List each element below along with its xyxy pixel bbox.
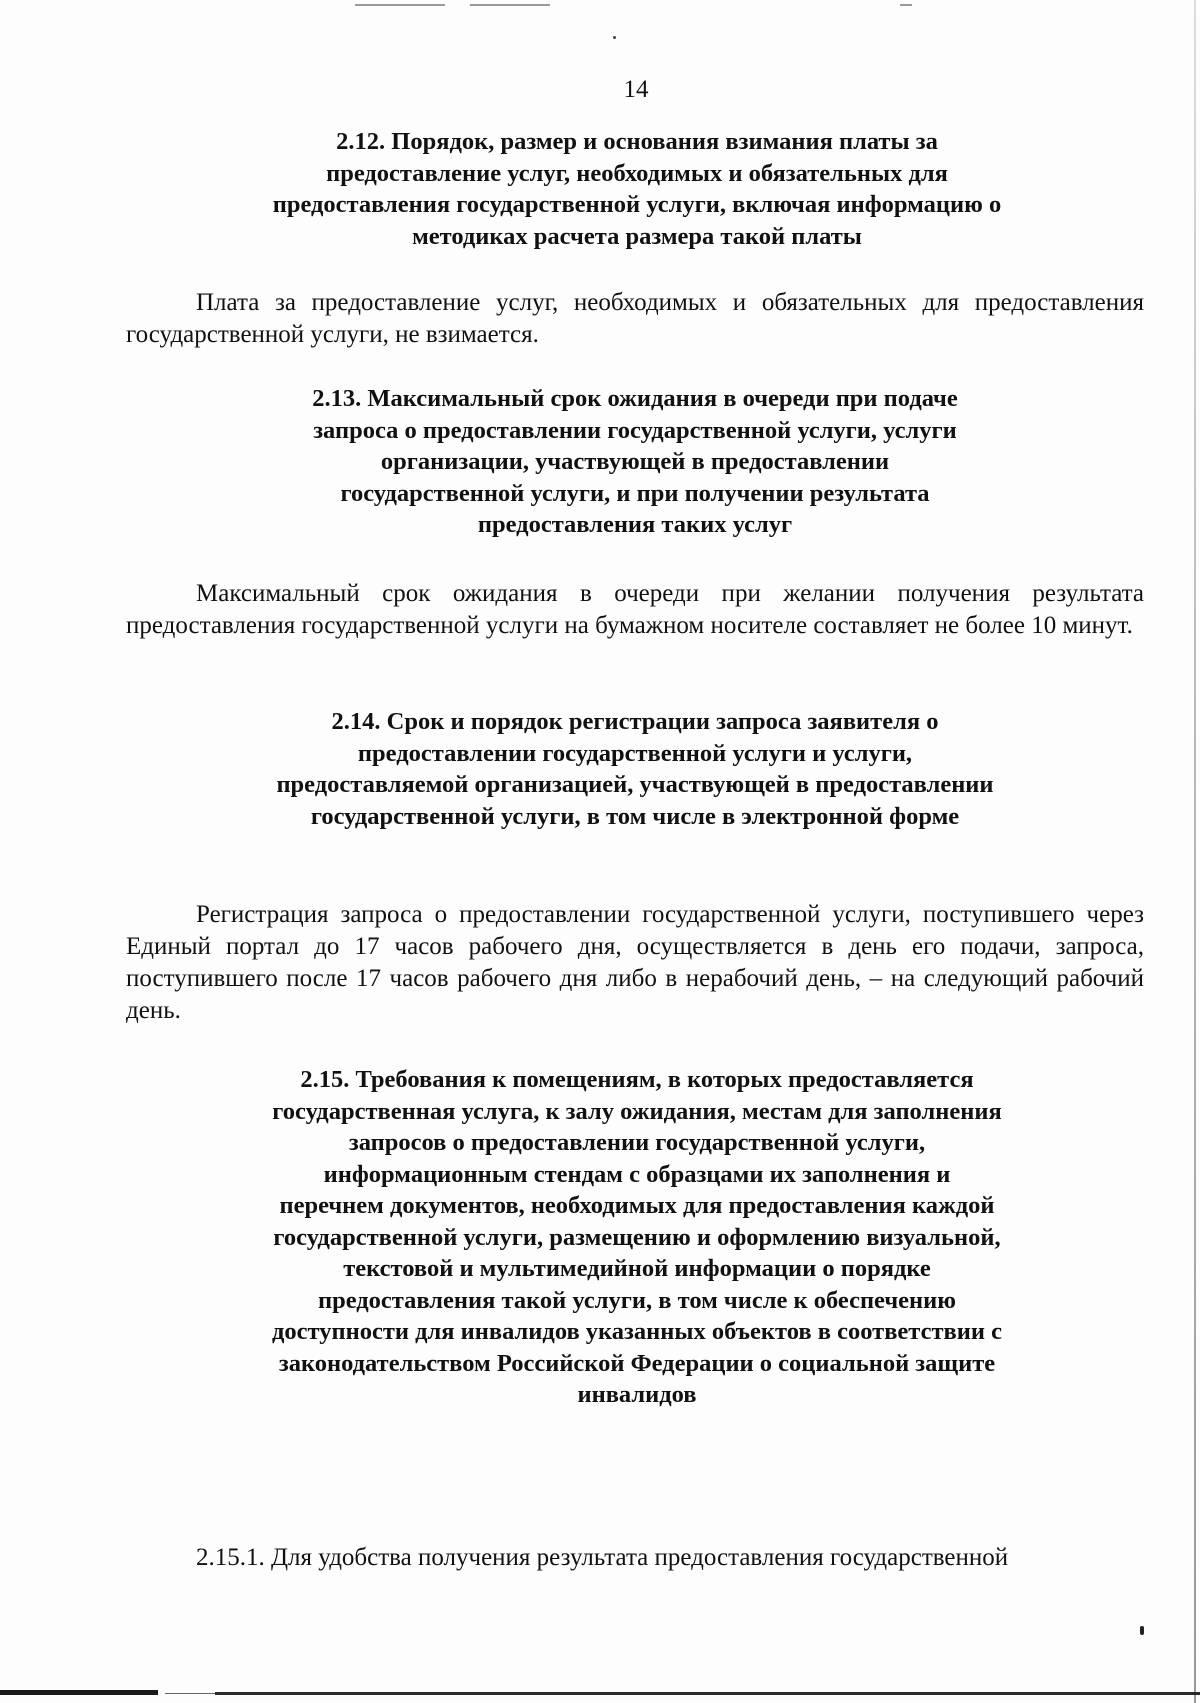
section-heading-2-12: 2.12. Порядок, размер и основания взимания платы за предоставление услуг, необходимых и обязательных для предоставления государственной услуги, включая информацию о методиках расчета размера такой платы [272, 128, 1002, 250]
section-heading-2-15: 2.15. Требования к помещениям, в которых предоставляется государственная услуга, к залу ожидания, местам для заполнения запросов о предоставлении государственной услуги, информационным стендам с образцами их заполнения и перечнем документов, необходимых для предоставления каждой государственной услуги, размещению и оформлению визуальной, текстовой и мультимедийной информации о порядке предоставления такой услуги, в том числе к обеспечению доступности для инвалидов указанных объектов в соответствии с законодательством Российской Федерации о социальной защите инвалидов [272, 1066, 1003, 1408]
section-body-2-13: Максимальный срок ожидания в очереди при желании получения результата предоставления государственной услуги на бумажном носителе составляет не более 10 минут. [126, 580, 1144, 639]
section-body-2-15-1: 2.15.1. Для удобства получения результата предоставления государственной [196, 1544, 1009, 1571]
page-number: 14 [623, 76, 649, 103]
scan-artifact-bottom [215, 1692, 1200, 1695]
section-heading-2-14: 2.14. Срок и порядок регистрации запроса заявителя о предоставлении государственной услуги и услуги, предоставляемой организацией, участвующей в предоставлении государственной услуги, в том числе в электронной форме [276, 708, 994, 830]
scan-artifact-top [470, 4, 550, 6]
scan-artifact-bottom [0, 1690, 158, 1695]
scan-artifact-dot [613, 36, 616, 39]
section-body-2-14: Регистрация запроса о предоставлении государственной услуги, поступившего через Единый портал до 17 часов рабочего дня, осуществляется в день его подачи, запроса, поступившего после 17 часов рабочего дня либо в нерабочий день, – на следующий рабочий день. [126, 901, 1144, 1024]
scan-page-edge [1194, 0, 1196, 1703]
section-heading-2-13: 2.13. Максимальный срок ожидания в очереди при подаче запроса о предоставлении государственной услуги, услуги организации, участвующей в предоставлении государственной услуги, и при получении результата предоставления таких услуг [312, 385, 958, 538]
scan-artifact-bottom [165, 1693, 215, 1694]
scan-artifact-top [355, 4, 445, 6]
section-body-2-12: Плата за предоставление услуг, необходимых и обязательных для предоставления государственной услуги, не взимается. [126, 289, 1144, 348]
scan-artifact-mark [1140, 1626, 1144, 1635]
scan-artifact-top [900, 4, 912, 6]
